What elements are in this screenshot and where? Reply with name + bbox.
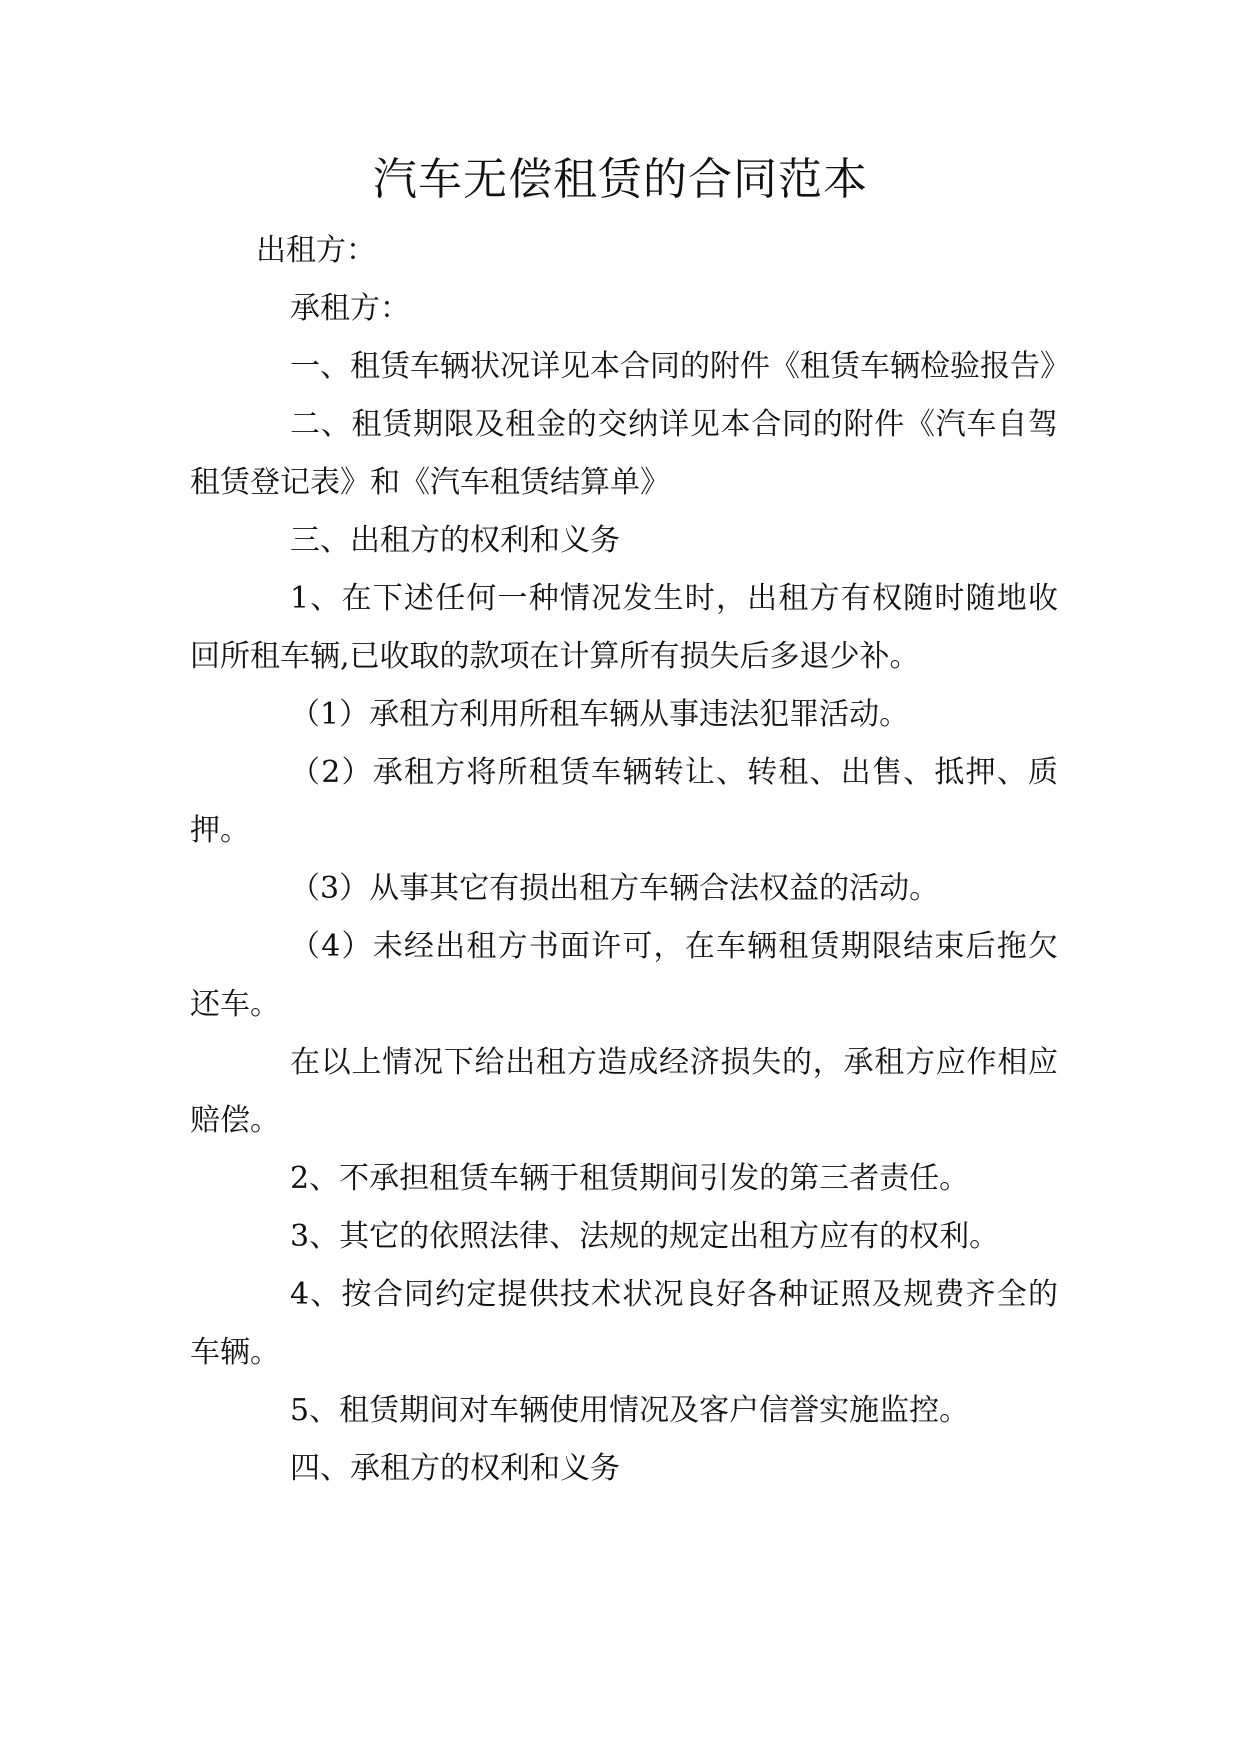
- subclause-1: （1）承租方利用所租车辆从事违法犯罪活动。: [290, 697, 910, 732]
- clause-3-1: 1、在下述任何一种情况发生时，出租方有权随时随地收回所租车辆,已收取的款项在计算所有损失后多退少补。: [190, 581, 1058, 674]
- clause-3-3: 3、其它的依照法律、法规的规定出租方应有的权利。: [290, 1219, 1000, 1254]
- section-heading-3: 三、出租方的权利和义务: [290, 523, 620, 558]
- paragraph-1: 一、租赁车辆状况详见本合同的附件《租赁车辆检验报告》: [290, 349, 1070, 384]
- paragraph-2: 二、租赁期限及租金的交纳详见本合同的附件《汽车自驾租赁登记表》和《汽车租赁结算单》: [190, 407, 1058, 500]
- subclause-4: （4）未经出租方书面许可，在车辆租赁期限结束后拖欠还车。: [190, 929, 1058, 1022]
- document-body: [190, 222, 1070, 1498]
- paragraph-lessee: 承租方：: [290, 291, 410, 326]
- clause-3-4: 4、按合同约定提供技术状况良好各种证照及规费齐全的车辆。: [190, 1277, 1058, 1370]
- compensation-note: 在以上情况下给出租方造成经济损失的，承租方应作相应赔偿。: [190, 1045, 1058, 1138]
- document-title: 汽车无偿租赁的合同范本: [373, 154, 868, 205]
- section-heading-4: 四、承租方的权利和义务: [290, 1451, 620, 1486]
- clause-3-2: 2、不承担租赁车辆于租赁期间引发的第三者责任。: [290, 1161, 970, 1196]
- subclause-2: （2）承租方将所租赁车辆转让、转租、出售、抵押、质押。: [190, 755, 1058, 848]
- clause-3-5: 5、租赁期间对车辆使用情况及客户信誉实施监控。: [290, 1393, 970, 1428]
- paragraph-lessor: 出租方：: [256, 233, 376, 268]
- subclause-3: （3）从事其它有损出租方车辆合法权益的活动。: [290, 871, 940, 906]
